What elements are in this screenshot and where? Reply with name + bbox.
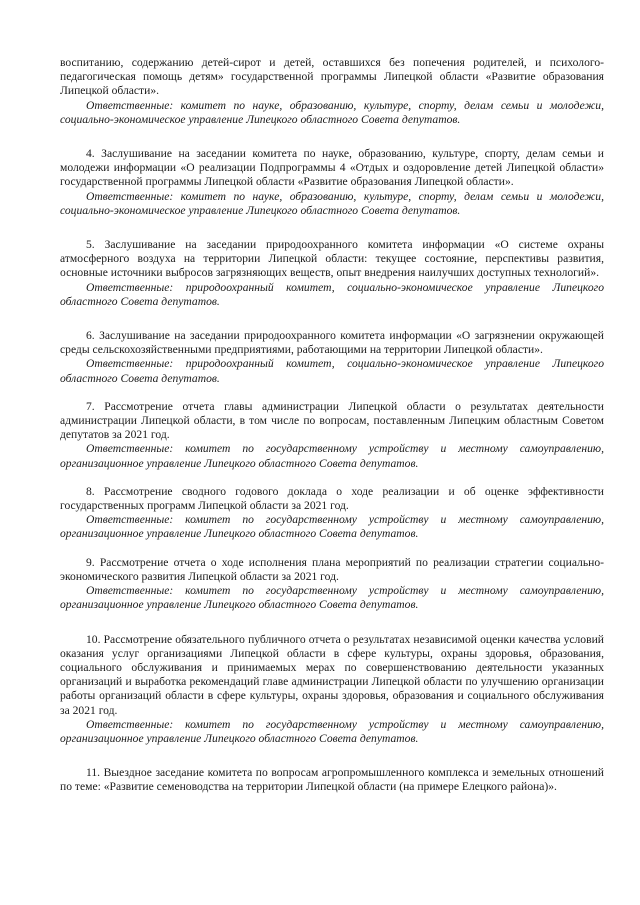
item-8-text: 8. Рассмотрение сводного годового доклада о ходе реализации и об оценке эффективности государственных программ Липецкой области за 2021 год. (60, 484, 604, 513)
item-10-text: 10. Рассмотрение обязательного публичного отчета о результатах независимой оценки качества условий оказания услуг организациями Липецкой области в сфере культуры, охраны здоровья, образования, социального обслуживания и принимаемых мерах по совершенствованию деятельности указанных организаций и выработка рекомендаций главе администрации Липецкой области по улучшению организации работы организаций области в сфере культуры, охраны здоровья, образования и социального обслуживания за 2021 год. (60, 632, 604, 717)
item-6-text: 6. Заслушивание на заседании природоохранного комитета информации «О загрязнении окружающей среды сельскохозяйственными предприятиями, работающими на территории Липецкой области». (60, 329, 604, 357)
spacer (60, 613, 604, 633)
spacer (60, 127, 604, 147)
item-7-responsible: Ответственные: комитет по государственному устройству и местному самоуправлению, организационное управление Липецкого областного Совета депутатов. (60, 442, 604, 470)
item-7-text: 7. Рассмотрение отчета главы администрации Липецкой области о результатах деятельности администрации Липецкой области, в том числе по вопросам, поставленным Липецким областным Советом депутатов за 2021 год. (60, 399, 604, 442)
spacer (60, 471, 604, 485)
item-9-responsible: Ответственные: комитет по государственному устройству и местному самоуправлению, организационное управление Липецкого областного Совета депутатов. (60, 584, 604, 612)
item-5-responsible: Ответственные: природоохранный комитет, социально-экономическое управление Липецкого областного Совета депутатов. (60, 280, 604, 308)
intro-responsible: Ответственные: комитет по науке, образованию, культуре, спорту, делам семьи и молодежи, социально-экономическое управление Липецкого областного Совета депутатов. (60, 98, 604, 126)
item-8-responsible: Ответственные: комитет по государственному устройству и местному самоуправлению, организационное управление Липецкого областного Совета депутатов. (60, 513, 604, 541)
item-6-responsible: Ответственные: природоохранный комитет, социально-экономическое управление Липецкого областного Совета депутатов. (60, 357, 604, 385)
intro-text: воспитанию, содержанию детей-сирот и детей, оставшихся без попечения родителей, и психолого-педагогическая помощь детям» государственной программы Липецкой области «Развитие образования Липецкой области». (60, 56, 604, 98)
spacer (60, 218, 604, 238)
item-4-responsible: Ответственные: комитет по науке, образованию, культуре, спорту, делам семьи и молодежи, социально-экономическое управление Липецкого областного Совета депутатов. (60, 189, 604, 217)
spacer (60, 542, 604, 556)
spacer (60, 386, 604, 400)
item-10-responsible: Ответственные: комитет по государственному устройству и местному самоуправлению, организационное управление Липецкого областного Совета депутатов. (60, 717, 604, 745)
spacer (60, 746, 604, 766)
item-11-text: 11. Выездное заседание комитета по вопросам агропромышленного комплекса и земельных отношений по теме: «Развитие семеноводства на территории Липецкой области (на примере Елецкого района)». (60, 766, 604, 794)
item-9-text: 9. Рассмотрение отчета о ходе исполнения плана мероприятий по реализации стратегии социально-экономического развития Липецкой области за 2021 год. (60, 555, 604, 583)
item-4-text: 4. Заслушивание на заседании комитета по науке, образованию, культуре, спорту, делам семьи и молодежи информации «О реализации Подпрограммы 4 «Отдых и оздоровление детей Липецкой области» государственной программы Липецкой области «Развитие образования Липецкой области». (60, 147, 604, 189)
item-5-text: 5. Заслушивание на заседании природоохранного комитета информации «О системе охраны атмосферного воздуха на территории Липецкой области: текущее состояние, перспективы развития, основные источники выбросов загрязняющих веществ, опыт внедрения наилучших доступных технологий». (60, 238, 604, 280)
spacer (60, 309, 604, 329)
